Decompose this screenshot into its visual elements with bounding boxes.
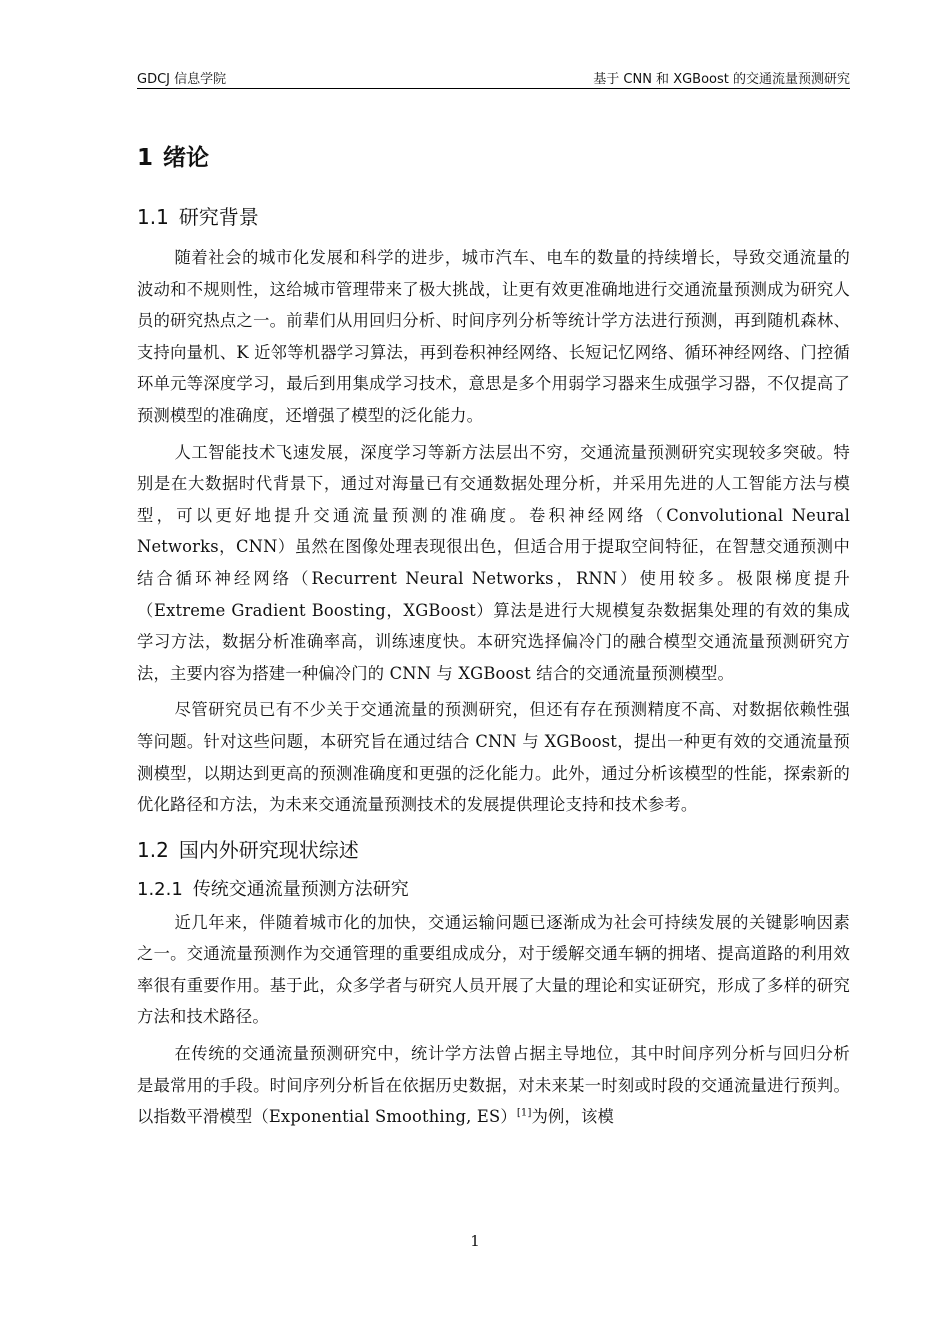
subsection-heading-1-2-1 [137, 875, 850, 905]
section-heading-1-2 [137, 833, 850, 867]
chapter-title-text: 绪论 [163, 145, 210, 171]
section-title: 国内外研究现状综述 [178, 837, 359, 862]
header-left: GDCJ 信息学院 [137, 72, 227, 87]
section-heading-1-1 [137, 200, 850, 234]
chapter-number: 1 [137, 145, 154, 171]
page-header [137, 66, 850, 89]
paragraph-5-tail: 为例，该模 [531, 1107, 614, 1127]
subsection-title: 传统交通流量预测方法研究 [192, 878, 409, 900]
subsection-number: 1.2.1 [137, 878, 183, 900]
section-number: 1.1 [137, 205, 169, 229]
citation-ref[interactable]: [1] [516, 1107, 532, 1119]
paragraph-1: 随着社会的城市化发展和科学的进步，城市汽车、电车的数量的持续增长，导致交通流量的波动和不规则性，这给城市管理带来了极大挑战，让更有效更准确地进行交通流量预测成为研究人员的研究热点之一。前辈们从用回归分析、时间序列分析等统计学方法进行预测，再到随机森林、支持向量机、K 近邻等机器学习算法，再到卷积神经网络、长短记忆网络、循环神经网络、门控循环单元等深度学习，最后到用集成学习技术，意思是多个用弱学习器来生成强学习器，不仅提高了预测模型的准确度，还增强了模型的泛化能力。 [137, 248, 850, 425]
paragraph-5 [137, 1038, 850, 1133]
chapter-title [137, 140, 850, 176]
page-content [137, 140, 850, 1138]
paragraph-4: 近几年来，伴随着城市化的加快，交通运输问题已逐渐成为社会可持续发展的关键影响因素之一。交通流量预测作为交通管理的重要组成成分，对于缓解交通车辆的拥堵、提高道路的利用效率很有重要作用。基于此，众多学者与研究人员开展了大量的理论和实证研究，形成了多样的研究方法和技术路径。 [137, 912, 850, 1027]
paragraph-3: 尽管研究员已有不少关于交通流量的预测研究，但还有存在预测精度不高、对数据依赖性强等问题。针对这些问题，本研究旨在通过结合 CNN 与 XGBoost，提出一种更有效的交通流量预测模型，以期达到更高的预测准确度和更强的泛化能力。此外，通过分析该模型的性能，探索新的优化路径和方法，为未来交通流量预测技术的发展提供理论支持和技术参考。 [137, 700, 850, 815]
header-right: 基于 CNN 和 XGBoost 的交通流量预测研究 [593, 72, 850, 87]
section-number: 1.2 [137, 837, 169, 862]
paragraph-5-text: 在传统的交通流量预测研究中，统计学方法曾占据主导地位，其中时间序列分析与回归分析是最常用的手段。时间序列分析旨在依据历史数据，对未来某一时刻或时段的交通流量进行预判。以指数平滑模型（Exponential Smoothing, ES） [137, 1044, 850, 1127]
section-title: 研究背景 [178, 205, 259, 229]
page-number: 1 [470, 1232, 480, 1250]
paragraph-2: 人工智能技术飞速发展，深度学习等新方法层出不穷，交通流量预测研究实现较多突破。特别是在大数据时代背景下，通过对海量已有交通数据处理分析，并采用先进的人工智能方法与模型，可以更好地提升交通流量预测的准确度。卷积神经网络（Convolutional Neural Networks，CNN）虽然在图像处理表现很出色，但适合用于提取空间特征，在智慧交通预测中结合循环神经网络（Recurrent Neural Networks，RNN）使用较多。极限梯度提升（Extreme Gradient Boosting，XGBoost）算法是进行大规模复杂数据集处理的有效的集成学习方法，数据分析准确率高，训练速度快。本研究选择偏冷门的融合模型交通流量预测研究方法，主要内容为搭建一种偏冷门的 CNN 与 XGBoost 结合的交通流量预测模型。 [137, 442, 850, 683]
